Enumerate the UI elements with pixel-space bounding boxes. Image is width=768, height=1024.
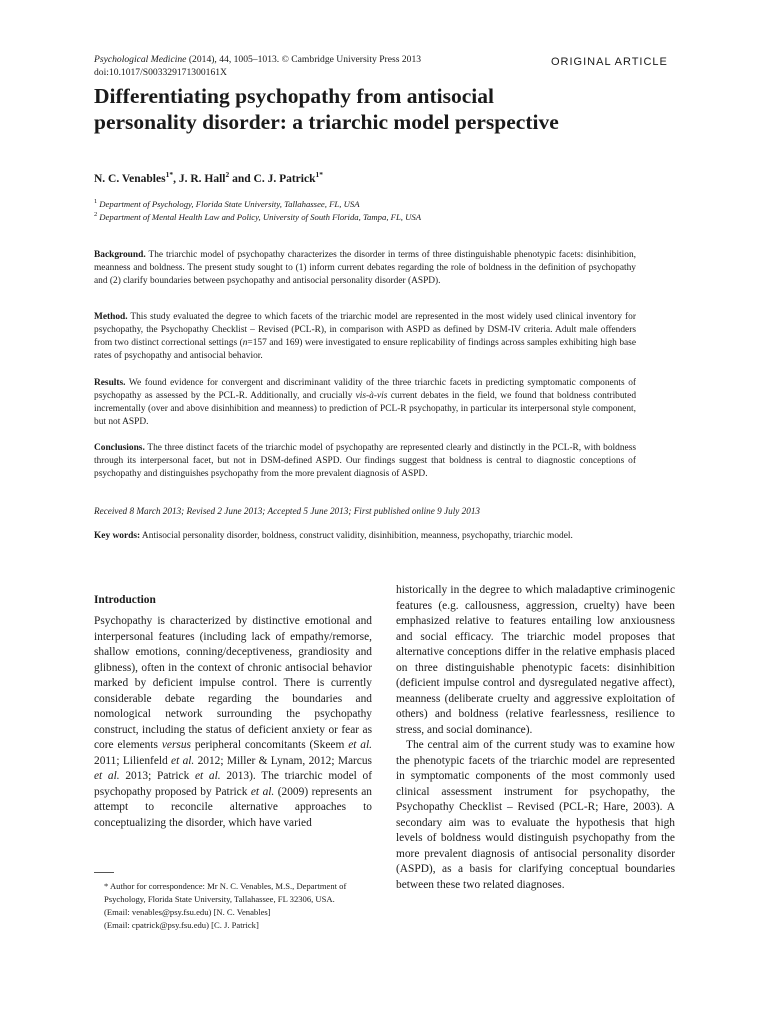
section-text: This study evaluated the degree to which facets of the triarchic model are represented in the most widely used clinical inventory for psychopathy, the Psychopathy Checklist – Revised (PCL-R), in comparison with ASPD as defined by DSM-IV criteria. Adult male offenders from two distinct correctional settings ( [94,312,636,349]
journal-header [94,53,514,79]
keywords [94,530,636,543]
keywords-text: Antisocial personality disorder, boldness, construct validity, disinhibition, meanness, psychopathy, triarchic model. [141,531,573,541]
section-text: =157 and 169) were investigated to ensure replicability of findings across samples exhibiting high base rates of psychopathy and antisocial behavior. [94,338,636,362]
page-title [94,83,694,135]
text-run: versus [161,739,191,751]
section-text: We found evidence for convergent and discriminant validity of the three triarchic facets in predicting symptomatic components of psychopathy as assessed by the PCL-R. Additionally, and crucially [94,378,636,402]
doi: doi:10.1017/S003329171300161X [94,67,227,78]
affiliation-num: 1 [94,198,98,205]
author-1: N. C. Venables [94,172,166,185]
section-text: current debates in the field, we found that boldness contributed incrementally (over and above disinhibition and meanness) to prediction of PCL-R psychopathy, in particular its interpersonal style component, but not ASPD. [94,391,637,428]
author-2-sup: 2 [225,170,230,179]
column-right [396,583,675,893]
footnote-line-2: (Email: venables@psy.fsu.edu) [N. C. Venables] [104,907,271,917]
text-run: et al. [171,754,195,767]
text-run: et al. [348,739,373,751]
title-line-1: Differentiating psychopathy from antisocial [94,84,494,108]
text-run: 2012; Miller & Lynam, 2012; Marcus [194,754,372,767]
author-3-sup: 1* [315,170,323,179]
journal-citation: (2014), 44, 1005–1013. © Cambridge University Press 2013 [188,54,422,65]
introduction-heading: Introduction [94,594,156,606]
text-run: peripheral concomitants (Skeem [190,739,349,751]
footnote-rule [94,872,114,873]
affiliation-text: Department of Psychology, Florida State University, Tallahassee, FL, USA [99,198,360,209]
journal-name: Psychological Medicine [94,54,187,65]
text-run: (2009) represents an attempt to reconcile alternative approaches to conceptualizing the disorder, which have varied [94,785,372,829]
section-text: The triarchic model of psychopathy characterizes the disorder in terms of three distinguishable phenotypic facets: disinhibition, meanness and boldness. The present study sought to (1) inform current debates regarding the role of boldness in the definition of psychopathy and (2) clarify boundaries between psychopathy and antisocial personality disorder (ASPD). [94,250,636,287]
column-left [94,614,372,831]
text-run: et al. [94,770,120,782]
n-symbol: n [242,338,248,349]
section-label: Method. [94,312,128,322]
abstract-conclusions [94,442,636,481]
section-label: Results. [94,378,126,388]
text-run: et al. [194,770,221,782]
text-run: 2011; Lilienfeld [94,754,172,767]
affiliation-2 [94,209,694,223]
authors [94,170,323,185]
abstract-method [94,311,636,363]
affiliation-num: 2 [94,211,98,218]
text-run: 2013). The triarchic model of psychopathy proposed by Patrick [94,770,372,798]
author-2: J. R. Hall [178,172,226,185]
intro-paragraph-2: The central aim of the current study was to examine how the phenotypic facets of the triarchic model are represented in symptomatic components of the most commonly used clinical assessment instrument for psychopathy, the Psychopathy Checklist – Revised (PCL-R; Hare, 2003). A secondary aim was to evaluate the hypothesis that high levels of boldness would distinguish psychopathy from the more prevalent diagnosis of antisocial personality disorder (ASPD), as a basis for clarifying conceptual boundaries between these two related diagnoses. [396,739,675,891]
section-label: Background. [94,250,146,260]
affiliation-1 [94,196,694,210]
intro-continued: historically in the degree to which maladaptive criminogenic features (e.g. callousness, aggression, cruelty) have been emphasized relative to features entailing low anxiousness and social efficacy. The triarchic model proposes that alternative conceptions differ in the relative emphasis placed on three distinguishable phenotypic facets: disinhibition (deficient impulse control and dysregulated negative affect), meanness (deliberate cruelty and aggressive exploitation of others) and boldness (relative fearlessness, resilience to stress, and social dominance). [396,584,675,736]
text-run: 2013; Patrick [119,770,195,782]
footnote-line-3: (Email: cpatrick@psy.fsu.edu) [C. J. Patrick] [104,920,259,930]
title-line-2: personality disorder: a triarchic model perspective [94,110,559,134]
affiliation-text: Department of Mental Health Law and Policy, University of South Florida, Tampa, FL, USA [99,211,422,222]
author-sep: and [229,172,254,185]
keywords-label: Key words: [94,531,141,541]
footnote-line-1: * Author for correspondence: Mr N. C. Venables, M.S., Department of Psychology, Florida State University, Tallahassee, FL 32306, USA. [104,881,347,904]
intro-paragraph-1 [94,614,372,831]
author-1-sup: 1* [165,170,174,179]
text-run: Psychopathy is characterized by distinctive emotional and interpersonal features (including lack of empathy/remorse, shallow emotions, conning/deceptiveness, grandiosity and glibness), often in the context of chronic antisocial behavior marked by deficient impulse control. There is currently considerable debate regarding the boundaries and nomological network surrounding the psychopathy construct, including the status of deficient anxiety or fear as core elements [94,615,372,751]
author-sep: , [173,172,179,185]
abstract-background [94,249,636,288]
vis-a-vis: vis-à-vis [355,391,388,402]
author-3: C. J. Patrick [253,172,316,185]
abstract-results [94,377,636,429]
text-run: et al. [250,785,275,798]
footnote [94,880,372,932]
article-type: ORIGINAL ARTICLE [551,56,668,68]
section-text: The three distinct facets of the triarchic model of psychopathy are represented clearly and distinctly in the PCL-R, with boldness through its interpersonal facet, but not in DSM-defined ASPD. Our findings suggest that boldness is central to diagnostic conceptions of psychopathy and distinguishes psychopathy from the more prevalent diagnosis of ASPD. [94,443,636,480]
section-label: Conclusions. [94,443,145,453]
received-dates: Received 8 March 2013; Revised 2 June 2013; Accepted 5 June 2013; First published online 9 July 2013 [94,506,481,516]
